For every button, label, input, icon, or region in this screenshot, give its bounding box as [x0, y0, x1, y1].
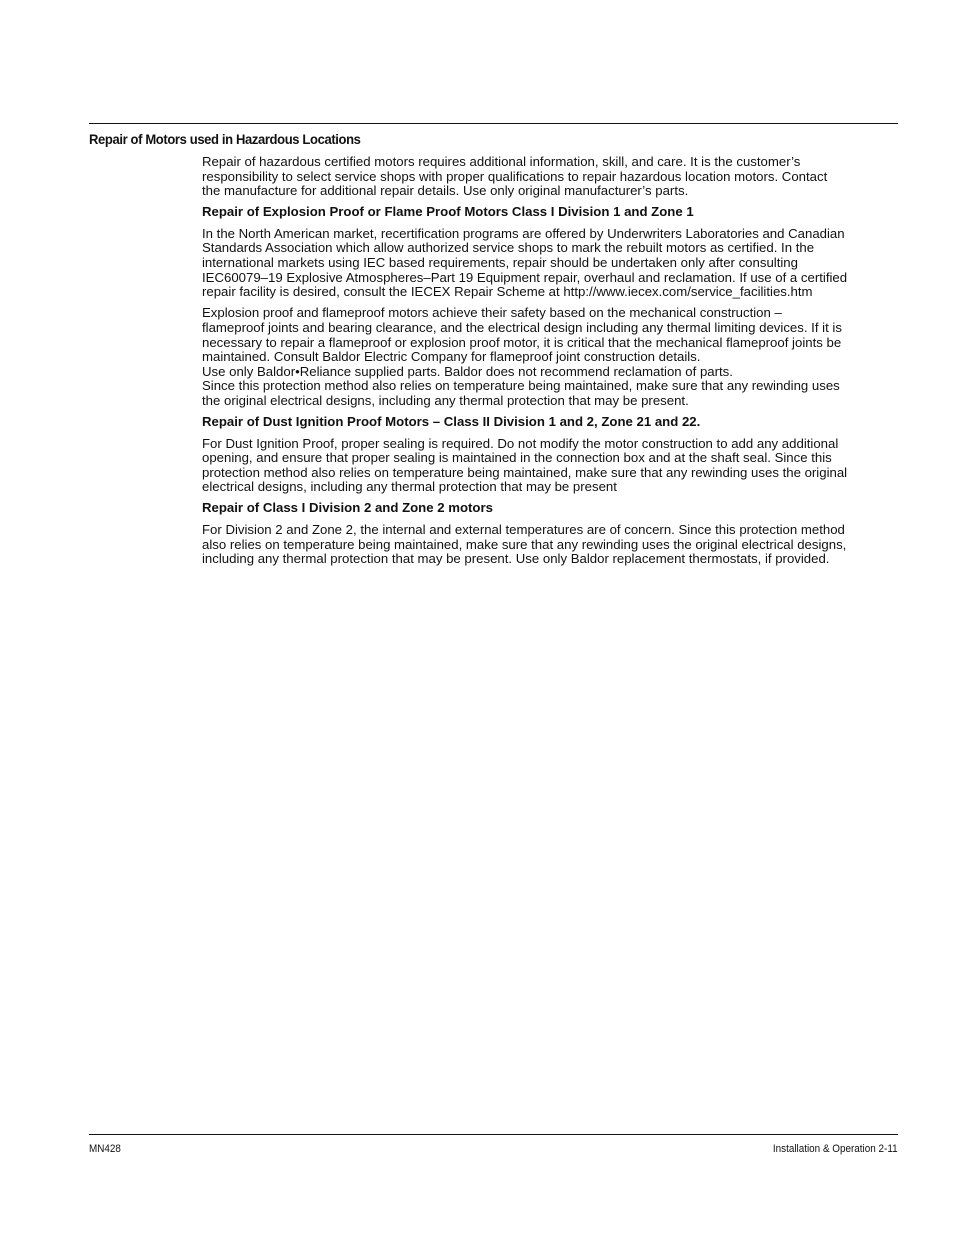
- text-line: For Dust Ignition Proof, proper sealing is required. Do not modify the motor construction to add any additional: [202, 435, 839, 451]
- section-title: Repair of Motors used in Hazardous Locations: [89, 131, 361, 147]
- division-2-paragraph: [202, 523, 899, 567]
- intro-paragraph: [202, 155, 899, 199]
- subheading-division-2: Repair of Class I Division 2 and Zone 2 motors: [202, 500, 493, 516]
- text-line: protection method also relies on temperature being maintained, make sure that any rewinding uses the original: [202, 464, 848, 480]
- explosion-proof-paragraph-2: [202, 306, 899, 408]
- text-line: maintained. Consult Baldor Electric Company for flameproof joint construction details.: [202, 349, 701, 365]
- subheading-dust-ignition: Repair of Dust Ignition Proof Motors – Class II Division 1 and 2, Zone 21 and 22.: [202, 414, 701, 429]
- text-line: repair facility is desired, consult the IECEX Repair Scheme at http://www.iecex.com/service_facilities.htm: [202, 284, 813, 300]
- footer-page-label: Installation & Operation 2-11: [773, 1143, 898, 1155]
- header-rule: [89, 123, 898, 124]
- text-line: the manufacture for additional repair details. Use only original manufacturer’s parts.: [202, 183, 689, 199]
- subheading-explosion-proof: Repair of Explosion Proof or Flame Proof Motors Class I Division 1 and Zone 1: [202, 204, 694, 220]
- body-content: [202, 155, 899, 573]
- text-line: flameproof joints and bearing clearance, and the electrical design including any thermal limiting devices. If it is: [202, 319, 842, 335]
- text-line: necessary to repair a flameproof or explosion proof motor, it is critical that the mechanical flameproof joints be: [202, 334, 842, 350]
- text-line: In the North American market, recertification programs are offered by Underwriters Laboratories and Canadian: [202, 225, 845, 241]
- text-line: Since this protection method also relies on temperature being maintained, make sure that any rewinding uses: [202, 378, 840, 394]
- explosion-proof-paragraph-1: [202, 227, 899, 300]
- text-line: also relies on temperature being maintained, make sure that any rewinding uses the original electrical designs,: [202, 536, 847, 552]
- text-line: electrical designs, including any thermal protection that may be present: [202, 479, 617, 495]
- text-line: international markets using IEC based requirements, repair should be undertaken only after consulting: [202, 255, 798, 271]
- text-line: IEC60079–19 Explosive Atmospheres–Part 19 Equipment repair, overhaul and reclamation. If use of a certified: [202, 269, 848, 285]
- text-line: the original electrical designs, including any thermal protection that may be present.: [202, 392, 689, 408]
- text-line: responsibility to select service shops with proper qualifications to repair hazardous location motors. Contact: [202, 168, 828, 184]
- footer-document-number: MN428: [89, 1143, 121, 1155]
- text-line: opening, and ensure that proper sealing is maintained in the connection box and at the shaft seal. Since this: [202, 450, 832, 466]
- text-line: Explosion proof and flameproof motors achieve their safety based on the mechanical construction –: [202, 305, 782, 321]
- text-line: Standards Association which allow authorized service shops to mark the rebuilt motors as certified. In the: [202, 240, 815, 256]
- footer-rule: [89, 1134, 898, 1135]
- text-line: Use only Baldor•Reliance supplied parts. Baldor does not recommend reclamation of parts.: [202, 363, 733, 379]
- text-line: Repair of hazardous certified motors requires additional information, skill, and care. It is the customer’s: [202, 154, 801, 169]
- text-line: including any thermal protection that may be present. Use only Baldor replacement thermostats, if provided.: [202, 551, 830, 567]
- text-line: For Division 2 and Zone 2, the internal and external temperatures are of concern. Since this protection method: [202, 522, 845, 538]
- dust-ignition-paragraph: [202, 437, 899, 495]
